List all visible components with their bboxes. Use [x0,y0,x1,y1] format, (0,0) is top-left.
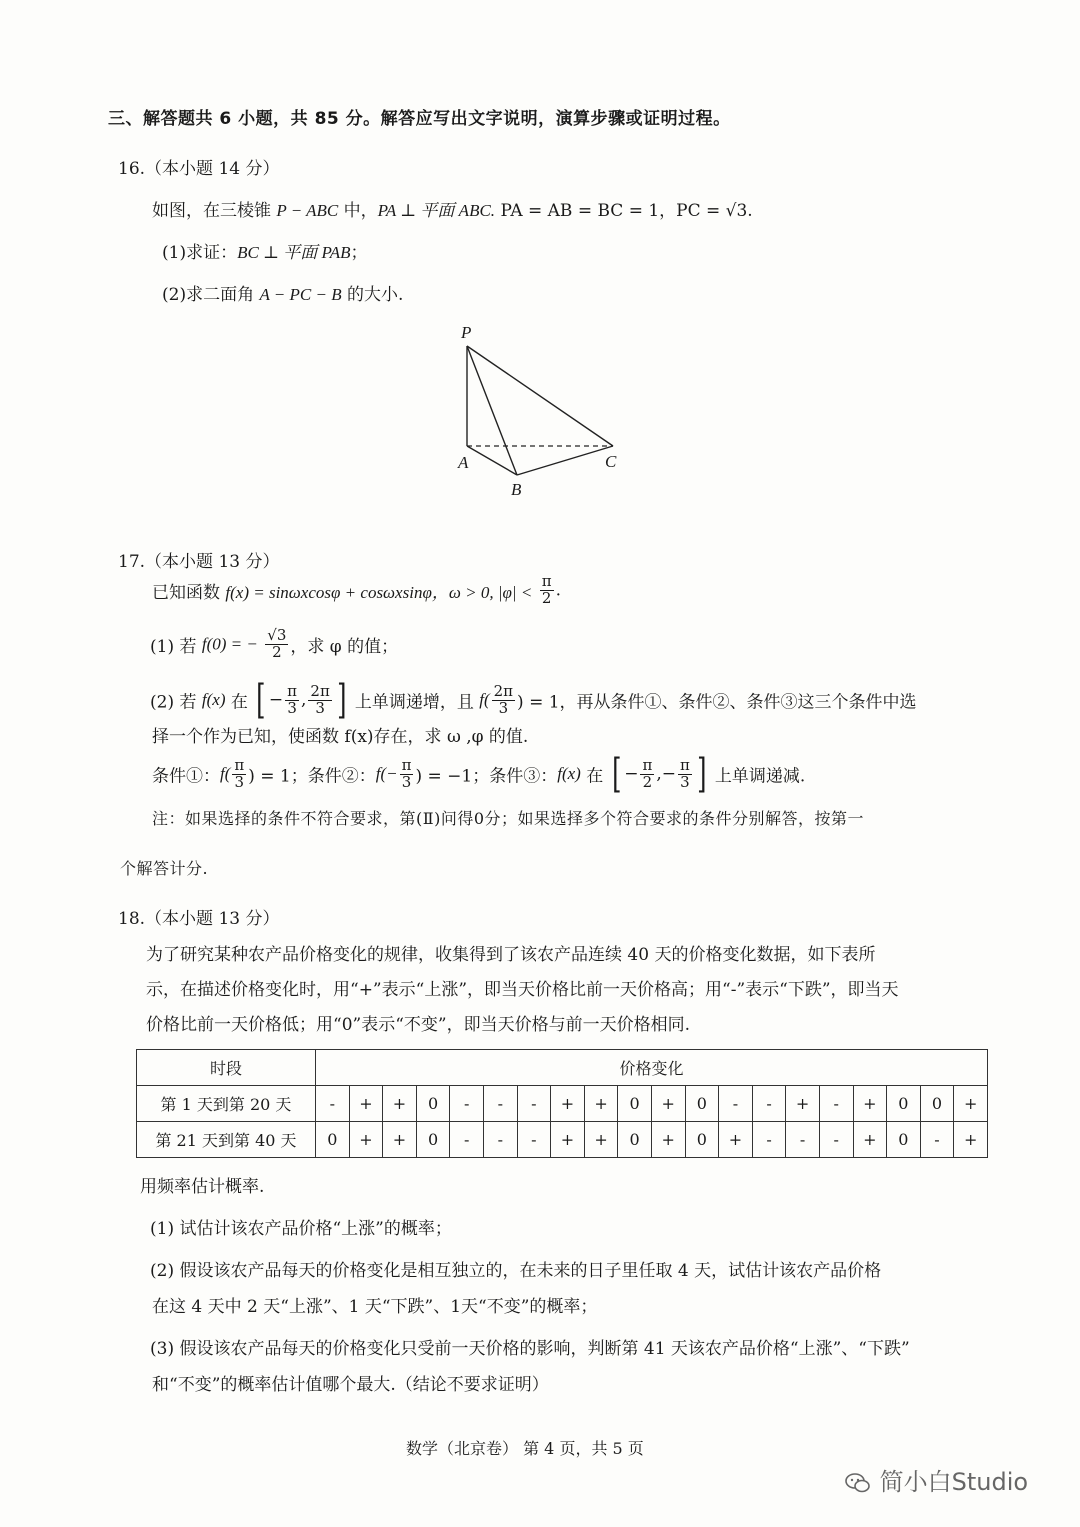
q17-part2-tail: ) = 1，再从条件①、条件②、条件③这三个条件中选 [517,692,917,713]
q18-part2-line1: (2) 假设该农产品每天的价格变化是相互独立的，在未来的日子里任取 4 天，试估计该农产品价格 [150,1261,882,1281]
q16-part2 [162,280,403,305]
table-cell: + [853,1122,887,1158]
table-row [137,1122,988,1158]
table-cell: - [819,1086,853,1122]
cond1-f: f( [220,764,231,783]
right-bracket: ] [336,677,347,723]
frac-pi-over-3-c3 [678,755,692,791]
q16-part1-text: (1)求证： [162,243,238,263]
frac-den: 3 [680,772,690,791]
cond2-label: ) = 1；条件②： [248,766,376,787]
q17-part2-cont: 上单调递增，且 [354,692,480,713]
cond3-in: 在 [580,766,609,787]
frac-num: π [287,681,298,700]
frac-den: 2 [541,588,552,607]
table-cell: 0 [416,1122,450,1158]
left-bracket: [ [256,677,266,723]
q18-intro-line1: 为了研究某种农产品价格变化的规律，收集得到了该农产品连续 40 天的价格变化数据，如下表所 [146,945,876,965]
q17-part2-f: f( [479,690,490,709]
frac-num: 2π [493,681,514,700]
table-cell: + [651,1122,685,1158]
frac-num: 2π [310,681,330,700]
q16-part1-end: ； [350,243,368,263]
frac-den: 3 [287,698,297,717]
section-header: 三、解答题共 6 小题，共 85 分。解答应写出文字说明，演算步骤或证明过程。 [108,109,731,129]
q16-stem-math-1: P − ABC [276,201,339,220]
table-cell: - [450,1122,484,1158]
table-cell: - [752,1086,786,1122]
q16-stem-math-2: PA ⊥ 平面 ABC. [377,201,496,220]
interval-neg: − [268,690,284,710]
label-B: B [511,480,522,499]
q18-part2-line2: 在这 4 天中 2 天“上涨”、1 天“下跌”、1天“不变”的概率； [152,1297,598,1317]
frac-num: π [234,755,245,774]
left-bracket-c3: [ [611,751,622,797]
table-cell: + [383,1122,417,1158]
frac-pi-over-2-c3 [640,755,654,791]
frac-den: 2 [272,642,282,661]
c3-neg2: − [661,764,676,784]
q18-number: 18.（本小题 13 分） [118,909,280,929]
table-cell: - [920,1122,954,1158]
c3-comma: , [656,764,662,784]
table-cell: + [853,1086,887,1122]
q17-part2-text: (2) 若 [150,692,202,713]
table-cell: 0 [685,1122,719,1158]
edge-PC [467,346,613,446]
q17-stem-math: f(x) = sinωxcosφ + cosωxsinφ，ω > 0, |φ| < [225,582,533,602]
table-row [137,1086,988,1122]
q18-part3-line2: 和“不变”的概率估计值哪个最大.（结论不要求证明） [152,1375,549,1395]
frac-num: π [680,755,690,774]
row-label: 第 21 天到第 40 天 [137,1122,316,1158]
q16-stem-text-2: 中， [338,201,378,221]
wechat-icon [844,1471,872,1495]
table-cell: 0 [685,1086,719,1122]
frac-sqrt3-over-2 [265,628,288,661]
q16-stem-math-3: PA = AB = BC = 1，PC = √3. [495,201,753,221]
q17-number: 17.（本小题 13 分） [118,552,280,572]
table-cell: + [383,1086,417,1122]
q17-stem [152,574,561,607]
c3-neg: − [624,764,639,784]
frac-pi-over-3-c1 [232,755,246,791]
label-C: C [605,452,617,471]
q17-part1-end: ，求 φ 的值； [290,636,399,657]
edge-BC [517,446,613,475]
watermark [844,1462,1028,1497]
table-cell: - [517,1086,551,1122]
header-price-change: 价格变化 [316,1050,988,1086]
table-cell: + [349,1086,383,1122]
table-cell: - [752,1122,786,1158]
q17-part1 [150,628,398,661]
table-cell: - [719,1086,753,1122]
frac-2pi-over-3-b [492,681,515,717]
frac-num: π [642,755,653,774]
q16-number: 16.（本小题 14 分） [118,159,280,179]
frac-den: 3 [498,698,509,717]
q16-stem-text-1: 如图，在三棱锥 [152,201,277,221]
table-cell: + [551,1122,585,1158]
frac-num: π [401,755,412,774]
table-header-row [137,1050,988,1086]
frac-pi-over-2 [540,574,554,607]
cond1-label: 条件①： [152,766,220,787]
q16-part1 [162,238,368,263]
price-change-table [136,1049,988,1158]
table-cell: + [651,1086,685,1122]
frac-pi-over-3-c2 [400,755,414,791]
edge-PB [467,346,517,475]
q17-part1-text: (1) 若 [150,636,202,657]
table-cell: - [786,1122,820,1158]
frac-num: π [541,572,552,590]
table-cell: + [584,1122,618,1158]
frac-2pi-over-3 [308,681,331,717]
q17-conditions [152,751,806,797]
table-cell: 0 [316,1122,350,1158]
cond2-f: f(− [375,764,398,783]
q17-part2-fx: f(x) [201,690,226,709]
cond3-label: ) = −1；条件③： [415,766,558,787]
row-label: 第 1 天到第 20 天 [137,1086,316,1122]
table-cell: - [819,1122,853,1158]
q16-part1-math: BC ⊥ 平面 PAB [237,243,351,262]
table-cell: - [450,1086,484,1122]
header-period: 时段 [137,1050,316,1086]
frac-num: √3 [267,626,287,644]
edge-AB [467,446,517,475]
frac-den: 3 [315,698,325,717]
table-cell: + [719,1122,753,1158]
q17-stem-text: 已知函数 [152,582,226,603]
page-footer: 数学（北京卷） 第 4 页，共 5 页 [406,1439,644,1458]
q18-freq: 用频率估计概率. [140,1177,265,1197]
cond3-tail: 上单调递减. [714,766,806,787]
cond3-fx: f(x) [557,764,581,783]
table-cell: 0 [618,1122,652,1158]
table-cell: + [786,1086,820,1122]
table-cell: + [584,1086,618,1122]
q17-note-line1: 注：如果选择的条件不符合要求，第(Ⅱ)问得0分；如果选择多个符合要求的条件分别解答，按第一 [152,809,865,828]
q17-part2-line2: 择一个作为已知，使函数 f(x)存在，求 ω ,φ 的值. [152,727,529,747]
table-cell: + [954,1086,988,1122]
q18-intro-line2: 示，在描述价格变化时，用“+”表示“上涨”，即当天价格比前一天价格高；用“-”表示“下跌”，即当天 [146,980,899,1000]
table-cell: - [483,1122,517,1158]
frac-den: 2 [642,772,653,791]
table-cell: + [349,1122,383,1158]
table-cell: - [483,1086,517,1122]
right-bracket-c3: ] [696,751,707,797]
q16-part2-math: A − PC − B [259,285,342,304]
table-cell: + [551,1086,585,1122]
label-P: P [461,323,472,342]
table-cell: 0 [618,1086,652,1122]
q17-part2 [150,677,917,723]
q16-part2-end: 的大小. [341,285,404,305]
q17-part2-in: 在 [225,692,254,713]
watermark-text: 简小白Studio [879,1468,1029,1496]
table-cell: + [954,1122,988,1158]
q17-stem-period: . [555,580,561,601]
q16-stem [152,196,753,221]
pyramid-figure [440,318,640,503]
q17-note-line2: 个解答计分. [120,859,209,878]
q16-part2-text: (2)求二面角 [162,285,260,305]
table-cell: - [316,1086,350,1122]
frac-pi-over-3 [285,681,299,717]
table-cell: 0 [887,1086,921,1122]
table-cell: - [517,1122,551,1158]
q17-part1-math: f(0) = − [201,634,258,654]
label-A: A [458,453,469,472]
table-cell: 0 [887,1122,921,1158]
q18-intro-line3: 价格比前一天价格低；用“0”表示“不变”，即当天价格与前一天价格相同. [146,1015,690,1035]
table-cell: 0 [416,1086,450,1122]
q18-part3-line1: (3) 假设该农产品每天的价格变化只受前一天价格的影响，判断第 41 天该农产品价格“上涨”、“下跌” [150,1339,910,1359]
frac-den: 3 [234,772,245,791]
q18-part1: (1) 试估计该农产品价格“上涨”的概率； [150,1219,452,1239]
interval-comma: , [301,690,307,710]
table-cell: 0 [920,1086,954,1122]
frac-den: 3 [401,772,412,791]
